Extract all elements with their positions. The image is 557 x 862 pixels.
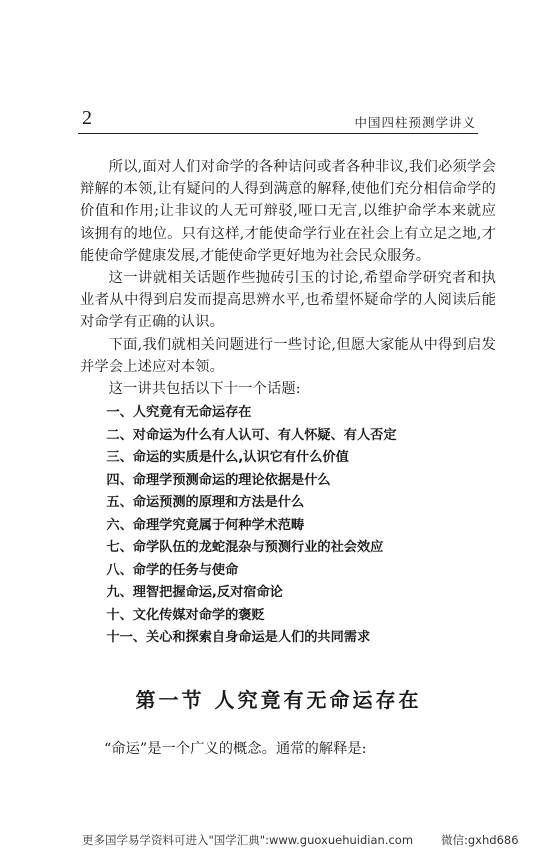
paragraph: 所以,面对人们对命学的各种诘问或者各种非议,我们必须学会辩解的本领,让有疑问的人得到满意的解释,使他们充分相信命学的价值和作用;让非议的人无可辩驳,哑口无言,以维护命学本来就应该拥有的地位。只有这样,才能使命学行业在社会上有立足之地,才能使命学健康发展,才能使命学更好地为社会民众服务。 [80,159,496,264]
topic-item: 三、命运的实质是什么,认识它有什么价值 [106,450,349,466]
section-intro: “命运”是一个广义的概念。通常的解释是: [104,741,367,757]
topic-item: 八、命学的任务与使命 [106,562,239,578]
footer-wechat: 微信:gxhd686 [441,833,519,847]
topic-item: 十一、关心和探索自身命运是人们的共同需求 [106,630,371,646]
running-title: 中国四柱预测学讲义 [354,115,476,130]
topic-item: 五、命运预测的原理和方法是什么 [106,495,305,511]
topic-item: 一、人究竟有无命运存在 [106,405,252,421]
page-header [78,107,478,134]
footer-promo-text: 更多国学易学资料可进入"国学汇典":www.guoxuehuidian.com [82,833,414,847]
topic-item: 四、命理学预测命运的理论依据是什么 [106,472,331,488]
topic-item: 二、对命运为什么有人认可、有人怀疑、有人否定 [106,427,397,443]
topic-item: 七、命学队伍的龙蛇混杂与预测行业的社会效应 [106,540,384,556]
topic-list [80,402,496,650]
topic-item: 六、命理学究竟属于何种学术范畴 [106,517,305,533]
topic-item: 九、理智把握命运,反对宿命论 [106,585,283,601]
page-number: 2 [82,107,92,129]
body-text [80,156,496,650]
section-heading: 第一节 人究竟有无命运存在 [135,688,422,712]
paragraph: 这一讲共包括以下十一个话题: [108,381,301,398]
paragraph: 下面,我们就相关问题进行一些讨论,但愿大家能从中得到启发并学会上述应对本领。 [80,336,496,375]
paragraph: 这一讲就相关话题作些抛砖引玉的讨论,希望命学研究者和执业者从中得到启发而提高思辨水平,也希望怀疑命学的人阅读后能对命学有正确的认识。 [80,270,496,331]
topic-item: 十、文化传媒对命学的褒贬 [106,607,265,623]
